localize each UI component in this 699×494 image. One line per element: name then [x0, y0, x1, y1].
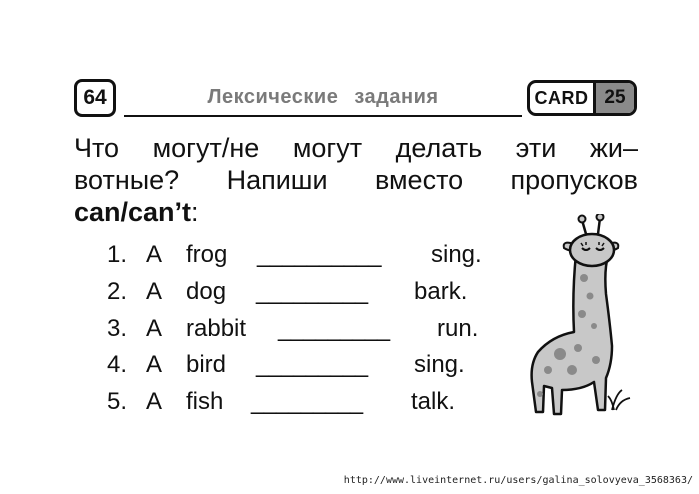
task-line-1: Что могут/не могут делать эти жи– [74, 133, 638, 163]
item-article: A [146, 351, 163, 378]
task-line-2: вотные? Напиши вместо пропусков [74, 165, 638, 195]
section-title: Лексические задания [207, 86, 439, 108]
task-colon: : [191, 197, 199, 227]
item-number: 5. [107, 388, 128, 415]
task-keywords: can/can’t [74, 197, 192, 227]
item-number: 4. [107, 351, 128, 378]
item-number: 2. [107, 278, 128, 305]
item-article: A [146, 315, 163, 342]
card-number: 25 [593, 83, 634, 113]
item-blank: _________ [251, 388, 363, 415]
item-blank: _________ [256, 278, 368, 305]
item-animal: frog [186, 241, 228, 268]
item-verb: sing. [431, 241, 482, 268]
card-badge [527, 80, 637, 116]
item-blank: _________ [278, 315, 390, 342]
item-verb: run. [437, 315, 479, 342]
card-label: CARD [534, 87, 589, 108]
header-divider [124, 115, 522, 117]
page-number-badge [74, 79, 116, 117]
item-verb: talk. [411, 388, 456, 415]
item-number: 3. [107, 315, 128, 342]
item-blank: __________ [257, 241, 381, 268]
item-article: A [146, 241, 163, 268]
item-animal: bird [186, 351, 227, 378]
item-number: 1. [107, 241, 128, 268]
item-animal: dog [186, 278, 227, 305]
giraffe-illustration [512, 214, 632, 420]
item-blank: _________ [256, 351, 368, 378]
item-article: A [146, 278, 163, 305]
source-url: http://www.liveinternet.ru/users/galina_solovyeva_3568363/ [343, 475, 693, 486]
item-article: A [146, 388, 163, 415]
page-number: 64 [83, 86, 107, 109]
item-animal: fish [186, 388, 224, 415]
item-verb: bark. [414, 278, 468, 305]
item-verb: sing. [414, 351, 465, 378]
item-animal: rabbit [186, 315, 247, 342]
